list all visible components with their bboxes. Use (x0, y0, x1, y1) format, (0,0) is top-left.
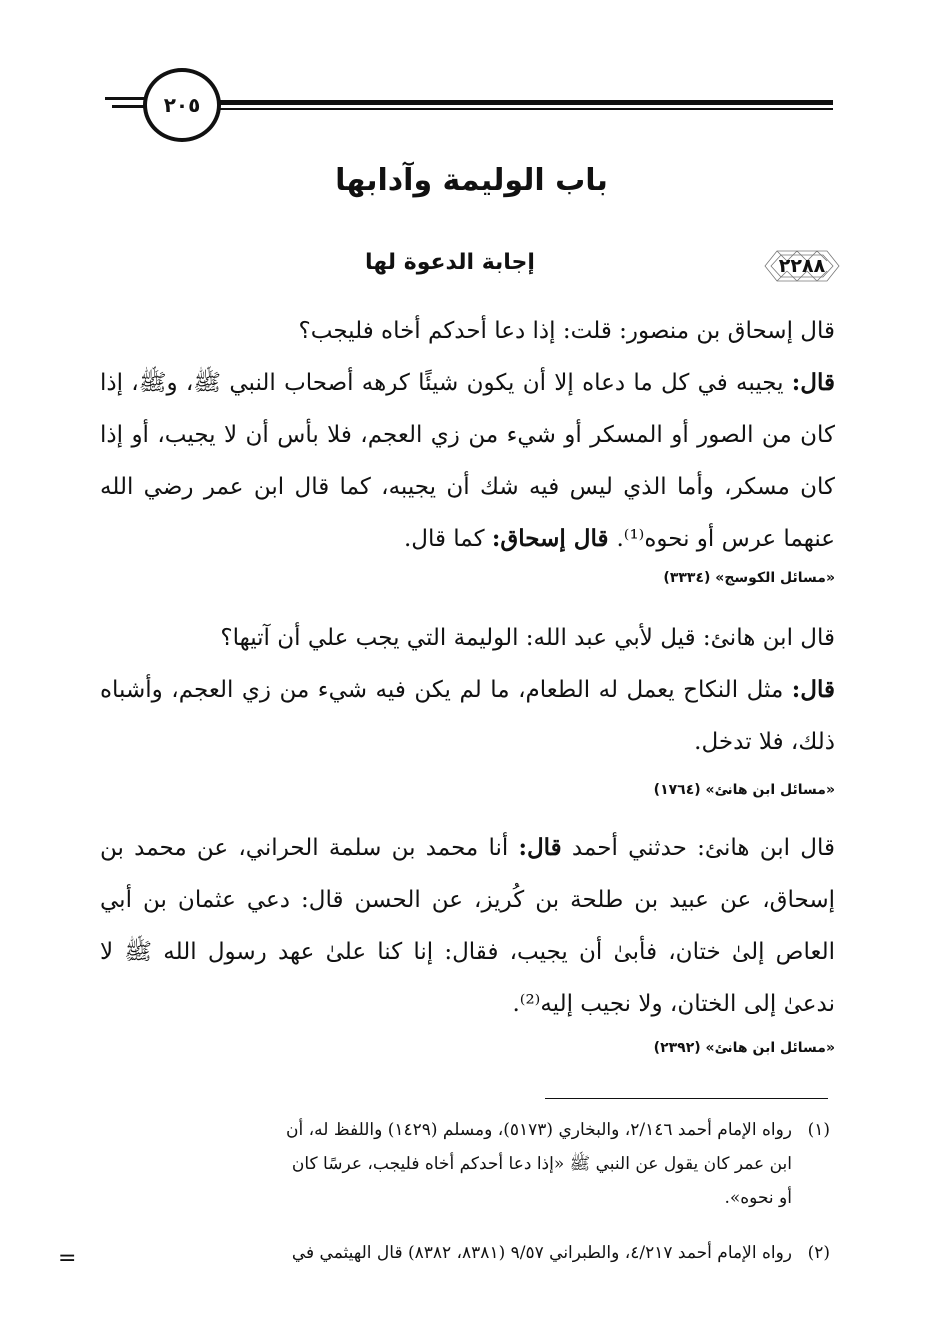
header-rule-left-bottom (112, 105, 147, 108)
paragraph (100, 357, 835, 565)
footnote (100, 1113, 830, 1147)
issue-number: ٢٢٨٨ (778, 255, 826, 277)
footnote-continuation: ابن عمر كان يقول عن النبي ﷺ «إذا دعا أحدكم أخاه فليجب، عرسًا كان (291, 1154, 792, 1174)
paragraph (100, 305, 835, 357)
header-rule-left-top (105, 97, 147, 100)
paragraph-text: أنا محمد بن سلمة الحراني، عن محمد بن إسحاق، عن عبيد بن طلحة بن كُريز، عن الحسن قال: دعي عثمان بن أبي العاص إلىٰ ختان، فأبىٰ أن يجيب، فقال: إنا كنا علىٰ عهد رسول الله ﷺ لا ندعىٰ إلى الختان، ولا نجيب إليه⁽²⁾. (100, 835, 835, 1017)
chapter-title: باب الوليمة وآدابها (335, 163, 608, 198)
source-reference: «مسائل ابن هانئ» (١٧٦٤) (653, 782, 835, 798)
paragraph-text: قال ابن هانئ: قيل لأبي عبد الله: الوليمة التي يجب علي أن آتيها؟ (220, 625, 835, 651)
footnote-text: رواه الإمام أحمد ٢/١٤٦، والبخاري (٥١٧٣)، ومسلم (١٤٢٩) واللفظ له، أن (286, 1120, 792, 1140)
source-reference: «مسائل الكوسج» (٣٣٣٤) (663, 570, 835, 586)
paragraph (100, 612, 835, 664)
footnote-text: رواه الإمام أحمد ٤/٢١٧، والطبراني ٩/٥٧ (٨٣٨١، ٨٣٨٢) قال الهيثمي في (291, 1243, 792, 1263)
paragraph (100, 664, 835, 768)
paragraph-text: يجيبه في كل ما دعاه إلا أن يكون شيئًا كرهه أصحاب النبي ﷺ، وﷺ، إذا كان من الصور أو المسكر أو شيء من زي العجم، فلا بأس أن لا يجيب، أو إذا كان مسكر، وأما الذي ليس فيه شك أن يجيبه، كما قال ابن عمر رضي الله عنهما عرس أو نحوه⁽¹⁾. (100, 370, 835, 552)
footnote-separator (545, 1098, 828, 1099)
header-rule-thin (205, 108, 833, 110)
section-title: إجابة الدعوة لها (365, 250, 535, 275)
paragraph-text: قال ابن هانئ: حدثني أحمد (561, 835, 836, 861)
source-reference: «مسائل ابن هانئ» (٢٣٩٢) (653, 1040, 835, 1056)
issue-number-badge (757, 245, 847, 287)
answer-lead: قال: (791, 369, 835, 396)
footnote-number: (٢) (807, 1243, 830, 1263)
answer-lead: قال: (791, 676, 835, 703)
footnote-number: (١) (807, 1120, 830, 1140)
header-rule-thick (205, 100, 833, 105)
answer-lead: قال إسحاق: (491, 525, 617, 552)
answer-lead: قال: (518, 834, 562, 861)
footnote-continuation: أو نحوه». (724, 1188, 792, 1208)
paragraph (100, 822, 835, 1030)
paragraph-text: قال إسحاق بن منصور: قلت: إذا دعا أحدكم أخاه فليجب؟ (298, 318, 835, 344)
paragraph-text: كما قال. (403, 526, 492, 552)
paragraph-text: مثل النكاح يعمل له الطعام، ما لم يكن فيه شيء من زي العجم، وأشباه ذلك، فلا تدخل. (100, 677, 835, 755)
page-number: ٢٠٥ (143, 68, 221, 142)
footnote (100, 1236, 830, 1270)
continuation-mark: = (58, 1246, 77, 1271)
